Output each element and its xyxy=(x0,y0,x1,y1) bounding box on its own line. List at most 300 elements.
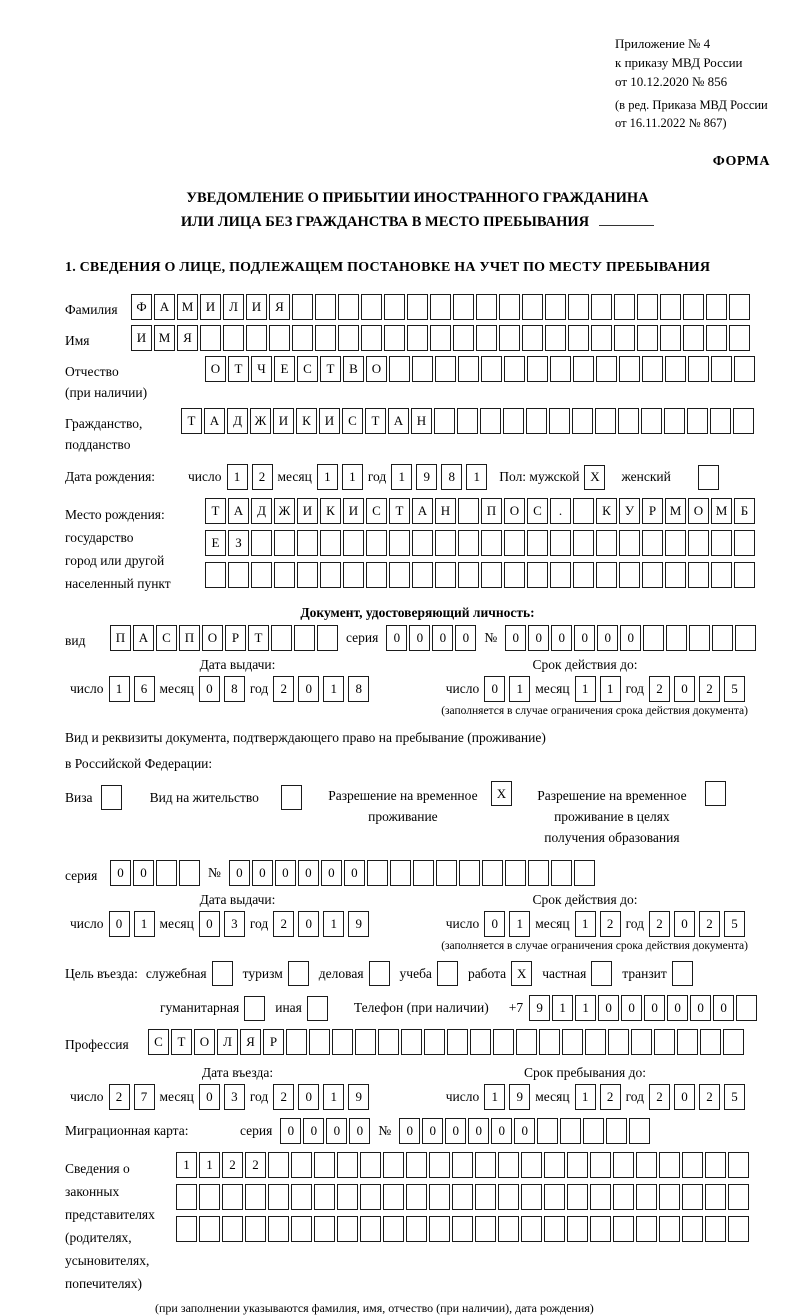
char-cell[interactable]: 1 xyxy=(509,911,530,937)
char-cell[interactable] xyxy=(384,325,405,351)
option-checkbox[interactable]: X xyxy=(511,961,532,986)
char-cell[interactable] xyxy=(687,408,708,434)
char-cell[interactable] xyxy=(545,294,566,320)
char-cell[interactable] xyxy=(550,356,571,382)
char-cell[interactable]: 0 xyxy=(349,1118,370,1144)
char-cell[interactable] xyxy=(728,1152,749,1178)
char-cell[interactable] xyxy=(560,1118,581,1144)
char-cell[interactable]: 0 xyxy=(275,860,296,886)
char-cell[interactable]: И xyxy=(131,325,152,351)
char-cell[interactable] xyxy=(367,860,388,886)
char-cell[interactable] xyxy=(527,562,548,588)
char-cell[interactable]: Т xyxy=(228,356,249,382)
char-cell[interactable]: 2 xyxy=(109,1084,130,1110)
char-cell[interactable] xyxy=(544,1216,565,1242)
char-cell[interactable]: С xyxy=(366,498,387,524)
char-cell[interactable] xyxy=(337,1152,358,1178)
char-cell[interactable]: 0 xyxy=(598,995,619,1021)
char-cell[interactable] xyxy=(631,1029,652,1055)
char-cell[interactable] xyxy=(585,1029,606,1055)
char-cell[interactable]: 2 xyxy=(222,1152,243,1178)
char-cell[interactable]: 8 xyxy=(348,676,369,702)
char-cell[interactable]: Р xyxy=(263,1029,284,1055)
char-cell[interactable]: 9 xyxy=(509,1084,530,1110)
char-cell[interactable]: И xyxy=(200,294,221,320)
char-cell[interactable] xyxy=(457,408,478,434)
char-cell[interactable]: 2 xyxy=(600,1084,621,1110)
char-cell[interactable] xyxy=(526,408,547,434)
char-cell[interactable]: П xyxy=(179,625,200,651)
char-cell[interactable] xyxy=(711,356,732,382)
char-cell[interactable] xyxy=(222,1216,243,1242)
char-cell[interactable] xyxy=(596,530,617,556)
char-cell[interactable] xyxy=(689,625,710,651)
char-cell[interactable] xyxy=(297,562,318,588)
char-cell[interactable]: Т xyxy=(205,498,226,524)
char-cell[interactable]: 3 xyxy=(224,1084,245,1110)
char-cell[interactable] xyxy=(636,1184,657,1210)
char-cell[interactable]: С xyxy=(148,1029,169,1055)
char-cell[interactable] xyxy=(654,1029,675,1055)
char-cell[interactable] xyxy=(711,562,732,588)
char-cell[interactable]: О xyxy=(205,356,226,382)
char-cell[interactable]: 0 xyxy=(455,625,476,651)
char-cell[interactable]: 9 xyxy=(348,911,369,937)
char-cell[interactable] xyxy=(505,860,526,886)
char-cell[interactable] xyxy=(522,325,543,351)
char-cell[interactable]: 1 xyxy=(317,464,338,490)
char-cell[interactable] xyxy=(337,1184,358,1210)
char-cell[interactable] xyxy=(447,1029,468,1055)
char-cell[interactable] xyxy=(729,325,750,351)
char-cell[interactable] xyxy=(551,860,572,886)
char-cell[interactable] xyxy=(550,530,571,556)
char-cell[interactable] xyxy=(246,325,267,351)
char-cell[interactable]: 0 xyxy=(110,860,131,886)
char-cell[interactable] xyxy=(429,1216,450,1242)
char-cell[interactable] xyxy=(591,294,612,320)
char-cell[interactable]: Т xyxy=(320,356,341,382)
char-cell[interactable] xyxy=(643,625,664,651)
char-cell[interactable] xyxy=(314,1216,335,1242)
char-cell[interactable] xyxy=(521,1216,542,1242)
char-cell[interactable] xyxy=(642,356,663,382)
char-cell[interactable] xyxy=(228,562,249,588)
char-cell[interactable]: . xyxy=(550,498,571,524)
char-cell[interactable] xyxy=(660,325,681,351)
char-cell[interactable]: 0 xyxy=(713,995,734,1021)
char-cell[interactable]: 5 xyxy=(724,676,745,702)
char-cell[interactable]: Л xyxy=(217,1029,238,1055)
char-cell[interactable] xyxy=(453,325,474,351)
char-cell[interactable]: 0 xyxy=(432,625,453,651)
char-cell[interactable] xyxy=(493,1029,514,1055)
char-cell[interactable] xyxy=(712,625,733,651)
char-cell[interactable]: 1 xyxy=(134,911,155,937)
char-cell[interactable] xyxy=(269,325,290,351)
char-cell[interactable] xyxy=(504,562,525,588)
char-cell[interactable] xyxy=(366,530,387,556)
char-cell[interactable]: 0 xyxy=(321,860,342,886)
char-cell[interactable] xyxy=(315,325,336,351)
char-cell[interactable] xyxy=(343,530,364,556)
char-cell[interactable] xyxy=(573,356,594,382)
char-cell[interactable] xyxy=(498,1216,519,1242)
char-cell[interactable] xyxy=(314,1152,335,1178)
char-cell[interactable]: 0 xyxy=(298,676,319,702)
char-cell[interactable] xyxy=(384,294,405,320)
char-cell[interactable] xyxy=(481,356,502,382)
char-cell[interactable]: 1 xyxy=(323,911,344,937)
sex-male-checkbox[interactable]: X xyxy=(584,465,605,490)
char-cell[interactable]: 9 xyxy=(348,1084,369,1110)
char-cell[interactable]: М xyxy=(177,294,198,320)
char-cell[interactable]: О xyxy=(366,356,387,382)
char-cell[interactable] xyxy=(458,498,479,524)
char-cell[interactable]: 1 xyxy=(323,1084,344,1110)
char-cell[interactable] xyxy=(179,860,200,886)
char-cell[interactable] xyxy=(430,325,451,351)
char-cell[interactable]: 1 xyxy=(552,995,573,1021)
char-cell[interactable]: Л xyxy=(223,294,244,320)
char-cell[interactable] xyxy=(642,562,663,588)
char-cell[interactable]: И xyxy=(319,408,340,434)
title-blank-field[interactable] xyxy=(599,212,654,226)
char-cell[interactable]: 0 xyxy=(199,1084,220,1110)
char-cell[interactable]: 0 xyxy=(505,625,526,651)
char-cell[interactable]: И xyxy=(246,294,267,320)
char-cell[interactable] xyxy=(320,530,341,556)
char-cell[interactable] xyxy=(481,530,502,556)
char-cell[interactable] xyxy=(412,356,433,382)
char-cell[interactable] xyxy=(574,860,595,886)
char-cell[interactable] xyxy=(176,1216,197,1242)
char-cell[interactable]: А xyxy=(133,625,154,651)
char-cell[interactable]: Т xyxy=(365,408,386,434)
char-cell[interactable] xyxy=(412,530,433,556)
char-cell[interactable] xyxy=(537,1118,558,1144)
char-cell[interactable] xyxy=(481,562,502,588)
char-cell[interactable] xyxy=(688,530,709,556)
char-cell[interactable] xyxy=(734,356,755,382)
char-cell[interactable]: 0 xyxy=(468,1118,489,1144)
char-cell[interactable] xyxy=(291,1152,312,1178)
char-cell[interactable]: 1 xyxy=(575,911,596,937)
char-cell[interactable] xyxy=(728,1216,749,1242)
char-cell[interactable]: 0 xyxy=(551,625,572,651)
char-cell[interactable]: 8 xyxy=(224,676,245,702)
char-cell[interactable] xyxy=(361,294,382,320)
option-checkbox[interactable] xyxy=(437,961,458,986)
sex-female-checkbox[interactable] xyxy=(698,465,719,490)
char-cell[interactable] xyxy=(482,860,503,886)
char-cell[interactable] xyxy=(596,356,617,382)
char-cell[interactable] xyxy=(435,530,456,556)
option-checkbox[interactable] xyxy=(307,996,328,1021)
char-cell[interactable]: С xyxy=(342,408,363,434)
char-cell[interactable]: 2 xyxy=(649,676,670,702)
char-cell[interactable] xyxy=(389,562,410,588)
char-cell[interactable]: О xyxy=(688,498,709,524)
char-cell[interactable] xyxy=(245,1184,266,1210)
char-cell[interactable] xyxy=(390,860,411,886)
char-cell[interactable]: М xyxy=(154,325,175,351)
char-cell[interactable]: Н xyxy=(411,408,432,434)
char-cell[interactable] xyxy=(291,1184,312,1210)
char-cell[interactable] xyxy=(452,1152,473,1178)
char-cell[interactable]: 2 xyxy=(600,911,621,937)
char-cell[interactable]: А xyxy=(388,408,409,434)
char-cell[interactable]: 0 xyxy=(597,625,618,651)
char-cell[interactable] xyxy=(199,1216,220,1242)
char-cell[interactable]: 1 xyxy=(323,676,344,702)
char-cell[interactable]: 0 xyxy=(229,860,250,886)
char-cell[interactable] xyxy=(200,325,221,351)
char-cell[interactable]: Б xyxy=(734,498,755,524)
char-cell[interactable]: Д xyxy=(227,408,248,434)
option-checkbox[interactable] xyxy=(672,961,693,986)
char-cell[interactable] xyxy=(734,562,755,588)
char-cell[interactable] xyxy=(659,1152,680,1178)
char-cell[interactable] xyxy=(549,408,570,434)
char-cell[interactable] xyxy=(700,1029,721,1055)
char-cell[interactable] xyxy=(590,1184,611,1210)
char-cell[interactable] xyxy=(665,562,686,588)
char-cell[interactable]: 3 xyxy=(224,911,245,937)
char-cell[interactable]: 1 xyxy=(227,464,248,490)
char-cell[interactable] xyxy=(413,860,434,886)
char-cell[interactable]: 1 xyxy=(509,676,530,702)
char-cell[interactable]: 0 xyxy=(133,860,154,886)
char-cell[interactable]: Д xyxy=(251,498,272,524)
char-cell[interactable]: 1 xyxy=(575,995,596,1021)
char-cell[interactable]: 8 xyxy=(441,464,462,490)
char-cell[interactable]: А xyxy=(204,408,225,434)
char-cell[interactable] xyxy=(619,356,640,382)
char-cell[interactable] xyxy=(251,530,272,556)
char-cell[interactable] xyxy=(343,562,364,588)
char-cell[interactable] xyxy=(294,625,315,651)
char-cell[interactable] xyxy=(476,294,497,320)
char-cell[interactable]: Т xyxy=(181,408,202,434)
char-cell[interactable]: 0 xyxy=(445,1118,466,1144)
char-cell[interactable]: 0 xyxy=(667,995,688,1021)
char-cell[interactable] xyxy=(245,1216,266,1242)
char-cell[interactable] xyxy=(503,408,524,434)
char-cell[interactable]: 0 xyxy=(252,860,273,886)
char-cell[interactable]: 0 xyxy=(574,625,595,651)
char-cell[interactable] xyxy=(407,325,428,351)
char-cell[interactable] xyxy=(222,1184,243,1210)
char-cell[interactable]: 2 xyxy=(245,1152,266,1178)
char-cell[interactable]: 9 xyxy=(529,995,550,1021)
char-cell[interactable] xyxy=(383,1184,404,1210)
char-cell[interactable] xyxy=(705,1152,726,1178)
char-cell[interactable] xyxy=(706,325,727,351)
char-cell[interactable] xyxy=(573,562,594,588)
char-cell[interactable]: О xyxy=(194,1029,215,1055)
char-cell[interactable] xyxy=(475,1152,496,1178)
char-cell[interactable] xyxy=(688,356,709,382)
char-cell[interactable] xyxy=(337,1216,358,1242)
char-cell[interactable] xyxy=(297,530,318,556)
char-cell[interactable] xyxy=(223,325,244,351)
char-cell[interactable]: Ф xyxy=(131,294,152,320)
char-cell[interactable] xyxy=(521,1152,542,1178)
char-cell[interactable]: 1 xyxy=(484,1084,505,1110)
char-cell[interactable] xyxy=(268,1216,289,1242)
char-cell[interactable]: П xyxy=(110,625,131,651)
char-cell[interactable]: Я xyxy=(269,294,290,320)
char-cell[interactable]: 0 xyxy=(620,625,641,651)
char-cell[interactable]: Ч xyxy=(251,356,272,382)
char-cell[interactable] xyxy=(291,1216,312,1242)
char-cell[interactable]: В xyxy=(343,356,364,382)
char-cell[interactable]: И xyxy=(297,498,318,524)
char-cell[interactable] xyxy=(595,408,616,434)
char-cell[interactable] xyxy=(636,1216,657,1242)
char-cell[interactable] xyxy=(665,530,686,556)
char-cell[interactable] xyxy=(688,562,709,588)
char-cell[interactable] xyxy=(338,294,359,320)
char-cell[interactable]: К xyxy=(320,498,341,524)
char-cell[interactable] xyxy=(360,1216,381,1242)
char-cell[interactable] xyxy=(516,1029,537,1055)
char-cell[interactable] xyxy=(499,294,520,320)
char-cell[interactable]: 0 xyxy=(674,911,695,937)
char-cell[interactable]: 0 xyxy=(484,676,505,702)
char-cell[interactable]: Ж xyxy=(274,498,295,524)
char-cell[interactable] xyxy=(619,530,640,556)
char-cell[interactable] xyxy=(309,1029,330,1055)
char-cell[interactable]: 2 xyxy=(273,911,294,937)
char-cell[interactable] xyxy=(470,1029,491,1055)
char-cell[interactable] xyxy=(378,1029,399,1055)
char-cell[interactable] xyxy=(274,562,295,588)
temp-permit-checkbox[interactable]: X xyxy=(491,781,512,806)
char-cell[interactable]: 1 xyxy=(391,464,412,490)
char-cell[interactable] xyxy=(590,1152,611,1178)
char-cell[interactable] xyxy=(736,995,757,1021)
char-cell[interactable] xyxy=(360,1184,381,1210)
edu-permit-checkbox[interactable] xyxy=(705,781,726,806)
char-cell[interactable] xyxy=(406,1216,427,1242)
char-cell[interactable]: 0 xyxy=(303,1118,324,1144)
char-cell[interactable]: 0 xyxy=(399,1118,420,1144)
char-cell[interactable]: Т xyxy=(248,625,269,651)
char-cell[interactable] xyxy=(666,625,687,651)
char-cell[interactable]: К xyxy=(296,408,317,434)
char-cell[interactable] xyxy=(315,294,336,320)
char-cell[interactable]: З xyxy=(228,530,249,556)
char-cell[interactable]: 7 xyxy=(134,1084,155,1110)
visa-checkbox[interactable] xyxy=(101,785,122,810)
char-cell[interactable]: 0 xyxy=(644,995,665,1021)
char-cell[interactable]: М xyxy=(711,498,732,524)
char-cell[interactable] xyxy=(677,1029,698,1055)
char-cell[interactable] xyxy=(596,562,617,588)
char-cell[interactable]: 0 xyxy=(298,860,319,886)
char-cell[interactable] xyxy=(619,562,640,588)
char-cell[interactable]: К xyxy=(596,498,617,524)
char-cell[interactable] xyxy=(734,530,755,556)
char-cell[interactable]: 1 xyxy=(109,676,130,702)
char-cell[interactable] xyxy=(383,1216,404,1242)
char-cell[interactable] xyxy=(614,325,635,351)
char-cell[interactable] xyxy=(268,1184,289,1210)
char-cell[interactable] xyxy=(573,498,594,524)
char-cell[interactable]: 0 xyxy=(674,676,695,702)
char-cell[interactable] xyxy=(424,1029,445,1055)
char-cell[interactable] xyxy=(498,1152,519,1178)
char-cell[interactable] xyxy=(572,408,593,434)
char-cell[interactable]: 0 xyxy=(409,625,430,651)
char-cell[interactable] xyxy=(539,1029,560,1055)
char-cell[interactable]: 5 xyxy=(724,1084,745,1110)
char-cell[interactable] xyxy=(683,294,704,320)
char-cell[interactable] xyxy=(435,562,456,588)
char-cell[interactable] xyxy=(476,325,497,351)
char-cell[interactable] xyxy=(567,1152,588,1178)
char-cell[interactable] xyxy=(271,625,292,651)
char-cell[interactable]: О xyxy=(202,625,223,651)
char-cell[interactable] xyxy=(711,530,732,556)
char-cell[interactable]: С xyxy=(527,498,548,524)
char-cell[interactable]: 6 xyxy=(134,676,155,702)
char-cell[interactable] xyxy=(527,530,548,556)
char-cell[interactable]: 0 xyxy=(280,1118,301,1144)
char-cell[interactable] xyxy=(199,1184,220,1210)
char-cell[interactable] xyxy=(292,325,313,351)
char-cell[interactable] xyxy=(251,562,272,588)
char-cell[interactable] xyxy=(613,1216,634,1242)
char-cell[interactable] xyxy=(429,1152,450,1178)
char-cell[interactable] xyxy=(504,530,525,556)
char-cell[interactable] xyxy=(366,562,387,588)
char-cell[interactable] xyxy=(406,1152,427,1178)
char-cell[interactable] xyxy=(480,408,501,434)
option-checkbox[interactable] xyxy=(212,961,233,986)
char-cell[interactable] xyxy=(475,1184,496,1210)
char-cell[interactable] xyxy=(176,1184,197,1210)
char-cell[interactable] xyxy=(664,408,685,434)
char-cell[interactable] xyxy=(665,356,686,382)
char-cell[interactable] xyxy=(332,1029,353,1055)
char-cell[interactable]: 2 xyxy=(649,911,670,937)
char-cell[interactable] xyxy=(458,356,479,382)
char-cell[interactable]: С xyxy=(156,625,177,651)
char-cell[interactable]: 0 xyxy=(344,860,365,886)
char-cell[interactable] xyxy=(591,325,612,351)
char-cell[interactable] xyxy=(452,1216,473,1242)
char-cell[interactable] xyxy=(613,1184,634,1210)
char-cell[interactable] xyxy=(522,294,543,320)
char-cell[interactable] xyxy=(389,530,410,556)
char-cell[interactable]: 2 xyxy=(649,1084,670,1110)
char-cell[interactable] xyxy=(528,860,549,886)
char-cell[interactable] xyxy=(636,1152,657,1178)
char-cell[interactable]: 1 xyxy=(575,1084,596,1110)
char-cell[interactable] xyxy=(723,1029,744,1055)
char-cell[interactable]: А xyxy=(412,498,433,524)
char-cell[interactable] xyxy=(498,1184,519,1210)
char-cell[interactable]: Т xyxy=(171,1029,192,1055)
char-cell[interactable]: 0 xyxy=(109,911,130,937)
char-cell[interactable]: Т xyxy=(389,498,410,524)
char-cell[interactable] xyxy=(660,294,681,320)
char-cell[interactable] xyxy=(292,294,313,320)
char-cell[interactable]: 2 xyxy=(252,464,273,490)
